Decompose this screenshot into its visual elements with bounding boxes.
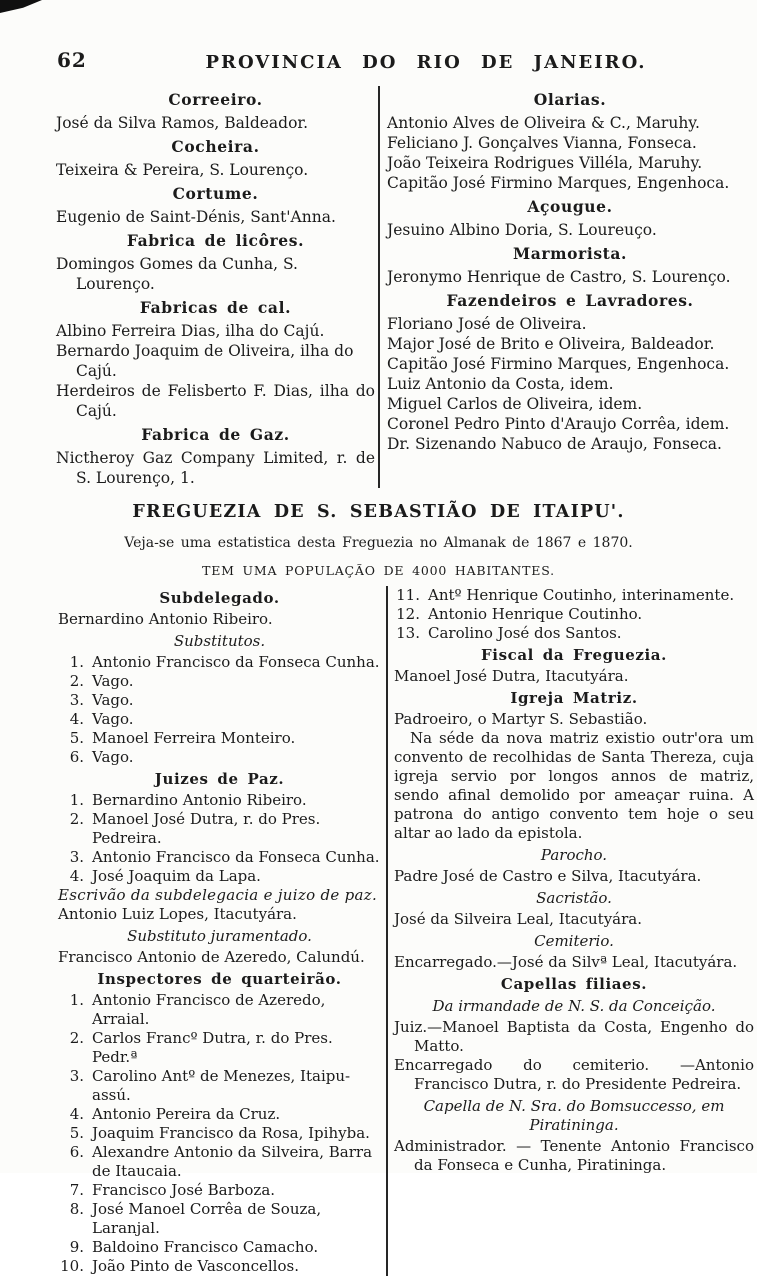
line-text: João Teixeira Rodrigues Villéla, Maruhy. <box>387 154 703 172</box>
text-line <box>394 646 754 665</box>
line-text: Feliciano J. Gonçalves Vianna, Fonseca. <box>387 134 697 152</box>
text-line <box>394 1018 754 1056</box>
line-text: Encarregado.—José da Silvª Leal, Itacutyára. <box>394 953 738 971</box>
line-number: 5. <box>69 1124 84 1142</box>
text-line <box>387 220 753 240</box>
freguezia-title: FREGUEZIA DE S. SEBASTIÃO DE ITAIPU'. <box>132 502 625 522</box>
directory-left-column <box>0 86 378 488</box>
line-text: José Manoel Corrêa de Souza, Laranjal. <box>92 1200 322 1237</box>
text-line <box>387 354 753 374</box>
text-line <box>58 927 381 946</box>
text-line <box>58 905 381 924</box>
line-text: Da irmandade de N. S. da Conceição. <box>432 997 716 1015</box>
line-text: Parocho. <box>540 846 608 864</box>
text-line <box>387 90 753 110</box>
line-number: 6. <box>69 748 84 766</box>
line-text: Cortume. <box>172 184 259 203</box>
line-text: Carolino José dos Santos. <box>428 624 622 642</box>
line-text: Carolino Antº de Menezes, Itaipu-assú. <box>92 1067 351 1104</box>
text-line <box>58 1238 381 1257</box>
line-text: Antonio Henrique Coutinho. <box>428 605 643 623</box>
line-number: 4. <box>69 1105 84 1123</box>
text-line <box>58 610 381 629</box>
text-line <box>56 254 375 294</box>
line-text: Vago. <box>92 691 134 709</box>
text-line <box>56 184 375 204</box>
freguezia-header <box>0 502 757 578</box>
text-line <box>387 244 753 264</box>
line-text: Coronel Pedro Pinto d'Araujo Corrêa, idem. <box>387 415 730 433</box>
line-text: Nictheroy Gaz Company Limited, r. de S. Lourenço, 1. <box>56 449 375 487</box>
text-line <box>56 231 375 251</box>
line-number: 2. <box>69 672 84 690</box>
line-text: Substituto juramentado. <box>127 927 312 945</box>
text-line <box>58 791 381 810</box>
text-line <box>387 153 753 173</box>
line-text: Capella de N. Sra. do Bomsuccesso, em Piratininga. <box>423 1097 725 1134</box>
text-line <box>58 691 381 710</box>
text-line <box>58 867 381 886</box>
text-line <box>56 381 375 421</box>
line-text: Alexandre Antonio da Silveira, Barra de Itaucaia. <box>92 1143 373 1180</box>
text-line <box>387 394 753 414</box>
line-text: José da Silva Ramos, Baldeador. <box>56 114 309 132</box>
freguezia-left-column <box>0 586 386 1276</box>
line-number: 4. <box>69 710 84 728</box>
line-number: 10. <box>60 1257 84 1275</box>
line-number: 2. <box>69 810 84 828</box>
line-text: João Pinto de Vasconcellos. <box>92 1257 299 1275</box>
text-line <box>56 113 375 133</box>
text-line <box>394 605 754 624</box>
text-line <box>387 267 753 287</box>
line-text: Herdeiros de Felisberto F. Dias, ilha do Cajú. <box>56 382 375 420</box>
text-line <box>58 632 381 651</box>
line-text: Antonio Pereira da Cruz. <box>92 1105 281 1123</box>
text-line <box>56 207 375 227</box>
line-text: Cocheira. <box>171 137 260 156</box>
line-text: Manoel Ferreira Monteiro. <box>92 729 296 747</box>
text-line <box>58 672 381 691</box>
text-line <box>58 970 381 989</box>
line-text: Marmorista. <box>512 244 628 263</box>
line-text: Fabrica de licôres. <box>126 231 305 250</box>
page-title: PROVINCIA DO RIO DE JANEIRO. <box>205 52 647 73</box>
text-line <box>58 653 381 672</box>
line-number: 5. <box>69 729 84 747</box>
text-line <box>394 586 754 605</box>
line-number: 3. <box>69 691 84 709</box>
text-line <box>394 953 754 972</box>
line-text: Fiscal da Freguezia. <box>481 646 667 664</box>
line-text: Jeronymo Henrique de Castro, S. Lourenço. <box>387 268 731 286</box>
line-text: Sacristão. <box>536 889 612 907</box>
text-line <box>58 1181 381 1200</box>
text-line <box>387 113 753 133</box>
text-line <box>394 1056 754 1094</box>
line-text: Escrivão da subdelegacia e juizo de paz. <box>58 886 378 904</box>
line-number: 7. <box>69 1181 84 1199</box>
text-line <box>394 867 754 886</box>
text-line <box>58 810 381 848</box>
line-text: Miguel Carlos de Oliveira, idem. <box>387 395 643 413</box>
line-text: Fabricas de cal. <box>139 298 292 317</box>
freguezia-population: TEM UMA POPULAÇÃO DE 4000 HABITANTES. <box>202 563 555 578</box>
line-text: Subdelegado. <box>159 589 280 607</box>
text-line <box>56 321 375 341</box>
line-text: Fazendeiros e Lavradores. <box>446 291 694 310</box>
text-line <box>394 1137 754 1175</box>
line-text: Dr. Sizenando Nabuco de Araujo, Fonseca. <box>387 435 722 453</box>
text-line <box>394 1097 754 1135</box>
text-line <box>387 197 753 217</box>
line-text: Inspectores de quarteirão. <box>97 970 342 988</box>
line-text: Baldoino Francisco Camacho. <box>92 1238 319 1256</box>
text-line <box>58 710 381 729</box>
line-text: Capitão José Firmino Marques, Engenhoca. <box>387 355 730 373</box>
line-text: Padroeiro, o Martyr S. Sebastião. <box>394 710 648 728</box>
line-text: Bernardino Antonio Ribeiro. <box>58 610 273 628</box>
line-number: 8. <box>69 1200 84 1218</box>
text-line <box>56 160 375 180</box>
line-text: Albino Ferreira Dias, ilha do Cajú. <box>56 322 325 340</box>
text-line <box>58 1105 381 1124</box>
text-line <box>58 948 381 967</box>
line-text: Administrador. — Tenente Antonio Francisco da Fonseca e Cunha, Piratininga. <box>394 1137 754 1174</box>
line-text: Antonio Francisco da Fonseca Cunha. <box>92 653 380 671</box>
text-line <box>58 848 381 867</box>
line-text: Joaquim Francisco da Rosa, Ipihyba. <box>92 1124 370 1142</box>
text-line <box>394 729 754 843</box>
line-text: Igreja Matriz. <box>510 689 638 707</box>
text-line <box>56 425 375 445</box>
line-text: Cemiterio. <box>534 932 614 950</box>
line-text: Vago. <box>92 748 134 766</box>
text-line <box>394 667 754 686</box>
line-text: Jesuino Albino Doria, S. Loureuço. <box>387 221 657 239</box>
line-text: Substitutos. <box>173 632 266 650</box>
text-line <box>58 886 381 905</box>
text-line <box>58 1124 381 1143</box>
directory-right-column <box>378 86 757 488</box>
freguezia-right-column <box>386 586 757 1276</box>
text-line <box>394 910 754 929</box>
line-text: Floriano José de Oliveira. <box>387 315 587 333</box>
line-text: Teixeira & Pereira, S. Lourenço. <box>56 161 309 179</box>
line-text: Capellas filiaes. <box>500 975 648 993</box>
text-line <box>394 975 754 994</box>
line-text: Juizes de Paz. <box>154 770 285 788</box>
text-line <box>58 1143 381 1181</box>
text-line <box>56 298 375 318</box>
line-number: 1. <box>69 653 84 671</box>
line-text: Antº Henrique Coutinho, interinamente. <box>428 586 735 604</box>
line-text: Padre José de Castro e Silva, Itacutyára. <box>394 867 702 885</box>
line-text: José da Silveira Leal, Itacutyára. <box>394 910 642 928</box>
line-text: Luiz Antonio da Costa, idem. <box>387 375 614 393</box>
line-text: Manoel José Dutra, r. do Pres. Pedreira. <box>92 810 321 847</box>
text-line <box>58 1257 381 1276</box>
text-line <box>58 589 381 608</box>
text-line <box>394 846 754 865</box>
line-number: 13. <box>396 624 420 642</box>
text-line <box>387 133 753 153</box>
line-number: 12. <box>396 605 420 623</box>
freguezia-directory-section <box>0 586 757 1276</box>
line-text: Vago. <box>92 710 134 728</box>
line-text: Domingos Gomes da Cunha, S. Lourenço. <box>56 255 298 293</box>
line-number: 6. <box>69 1143 84 1161</box>
text-line <box>387 434 753 454</box>
text-line <box>58 1029 381 1067</box>
line-number: 4. <box>69 867 84 885</box>
text-line <box>394 710 754 729</box>
text-line <box>56 448 375 488</box>
text-line <box>56 137 375 157</box>
line-text: Açougue. <box>527 197 613 216</box>
line-text: Carlos Francº Dutra, r. do Pres. Pedr.ª <box>92 1029 333 1066</box>
line-text: Bernardo Joaquim de Oliveira, ilha do Cajú. <box>56 342 354 380</box>
text-line <box>394 997 754 1016</box>
line-text: Correeiro. <box>168 90 263 109</box>
text-line <box>394 624 754 643</box>
line-text: Na séde da nova matriz existio outr'ora um convento de recolhidas de Santa Thereza, cuja igreja servio por longos annos de matriz, sendo afinal demolido por ameaçar ruina. A patrona do antigo convento tem hoje o seu altar ao lado da epistola. <box>394 729 754 842</box>
text-line <box>387 291 753 311</box>
line-text: Francisco José Barboza. <box>92 1181 276 1199</box>
text-line <box>58 1200 381 1238</box>
text-line <box>56 90 375 110</box>
line-text: Olarias. <box>533 90 607 109</box>
text-line <box>387 173 753 193</box>
freguezia-note: Veja-se uma estatistica desta Freguezia no Almanak de 1867 e 1870. <box>124 535 633 551</box>
text-line <box>387 374 753 394</box>
line-text: Juiz.—Manoel Baptista da Costa, Engenho do Matto. <box>394 1018 754 1055</box>
line-text: Fabrica de Gaz. <box>141 425 290 444</box>
line-text: Antonio Francisco da Fonseca Cunha. <box>92 848 380 866</box>
text-line <box>58 991 381 1029</box>
line-text: Capitão José Firmino Marques, Engenhoca. <box>387 174 730 192</box>
line-text: Encarregado do cemiterio. —Antonio Francisco Dutra, r. do Presidente Pedreira. <box>394 1056 754 1093</box>
line-number: 11. <box>396 586 420 604</box>
text-line <box>58 748 381 767</box>
line-number: 2. <box>69 1029 84 1047</box>
line-text: José Joaquim da Lapa. <box>92 867 261 885</box>
line-text: Vago. <box>92 672 134 690</box>
text-line <box>56 341 375 381</box>
text-line <box>394 689 754 708</box>
line-text: Antonio Alves de Oliveira & C., Maruhy. <box>387 114 700 132</box>
text-line <box>58 729 381 748</box>
text-line <box>387 334 753 354</box>
text-line <box>394 932 754 951</box>
line-number: 3. <box>69 1067 84 1085</box>
text-line <box>387 414 753 434</box>
page-number: 62 <box>57 48 87 72</box>
line-text: Bernardino Antonio Ribeiro. <box>92 791 307 809</box>
text-line <box>58 770 381 789</box>
text-line <box>387 314 753 334</box>
trades-directory-section <box>0 86 757 488</box>
page-header <box>0 0 757 73</box>
line-text: Antonio Francisco de Azeredo, Arraial. <box>92 991 326 1028</box>
text-line <box>58 1067 381 1105</box>
line-text: Francisco Antonio de Azeredo, Calundú. <box>58 948 365 966</box>
line-text: Antonio Luiz Lopes, Itacutyára. <box>58 905 297 923</box>
line-text: Eugenio de Saint-Dénis, Sant'Anna. <box>56 208 336 226</box>
line-text: Manoel José Dutra, Itacutyára. <box>394 667 629 685</box>
line-number: 1. <box>69 791 84 809</box>
line-number: 9. <box>69 1238 84 1256</box>
text-line <box>394 889 754 908</box>
line-text: Major José de Brito e Oliveira, Baldeador. <box>387 335 715 353</box>
line-number: 3. <box>69 848 84 866</box>
line-number: 1. <box>69 991 84 1009</box>
